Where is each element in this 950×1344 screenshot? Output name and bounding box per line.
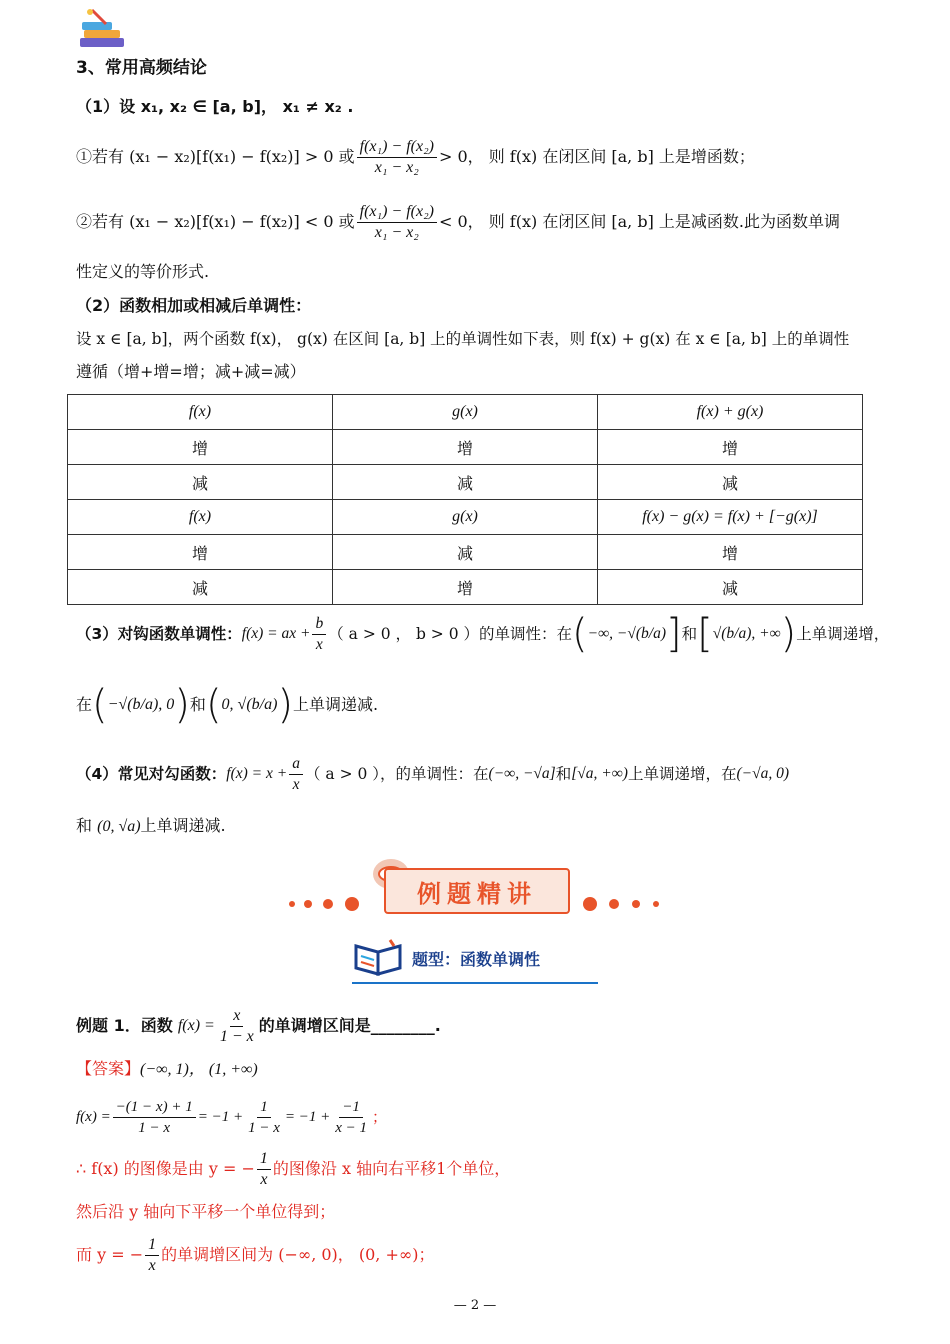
- banner-dots-right: [580, 895, 664, 913]
- section-title: 3、常用高频结论: [76, 58, 207, 78]
- table-cell: f(x) − g(x) = f(x) + [−g(x)]: [598, 500, 863, 535]
- table-cell: 减: [333, 465, 598, 500]
- logo-icon: [78, 8, 128, 50]
- p4-line1: （4）常见对勾函数： f(x) = x + $\frac{a}{x}$ （ a > 0 ），的单调性：在 (−∞, −√a] 和 [√a, +∞) 上单调递增，在 (−√a, 0): [76, 754, 790, 793]
- table-row: [68, 465, 863, 500]
- table-cell: 减: [333, 535, 598, 570]
- p3-line2: 在 ( −√(b/a), 0 ) 和 ( 0, √(b/a) ) 上单调递减.: [76, 682, 379, 728]
- table-cell: g(x): [333, 500, 598, 535]
- condition-2: ②若有 (x₁ − x₂)[f(x₁) − f(x₂)] < 0 或 $\frac{\text{f(x₁) − f(x₂)}}{\text{x₁ − x₂}}$ < 0， 则 f(x) 在闭区间 [a, b] 上是减函数.此为函数单调: [76, 202, 841, 241]
- table-row: [68, 570, 863, 605]
- answer-line-5: 而 y = − $\frac{1}{x}$ 的单调增区间为 (−∞, 0)， (0, +∞)；: [76, 1235, 435, 1274]
- example-1: 例题 1．函数 f(x) = $\frac{x}{1 - x}$ 的单调增区间是________.: [76, 1006, 441, 1045]
- table-cell: 增: [68, 535, 333, 570]
- monotonicity-table: [67, 394, 863, 605]
- p1-text: （1）设 x₁, x₂ ∈ [a, b]， x₁ ≠ x₂ .: [76, 97, 354, 116]
- page-number: — 2 —: [453, 1298, 497, 1313]
- table-cell: f(x): [68, 395, 333, 430]
- answer-line-3: ∴ f(x) 的图像是由 y = − $\frac{1}{x}$ 的图像沿 x 轴向右平移1个单位，: [76, 1149, 511, 1188]
- example-banner: 例题精讲: [384, 868, 570, 914]
- p2-title: （2）函数相加或相减后单调性：: [76, 296, 312, 315]
- table-row: [68, 395, 863, 430]
- p2-line2: 遵循（增+增=增；减+减=减）: [76, 362, 306, 381]
- table-row: [68, 535, 863, 570]
- answer-derivation: f(x) = $\frac{-(1 - x) + 1}{1 - x}$ = −1 + $\frac{1}{1 - x}$ = −1 + $\frac{-1}{x - 1}$ ；: [76, 1098, 388, 1136]
- table-cell: 增: [598, 535, 863, 570]
- table-cell: f(x) + g(x): [598, 395, 863, 430]
- topic-underline: [352, 982, 598, 984]
- table-cell: g(x): [333, 395, 598, 430]
- answer-line-4: 然后沿 y 轴向下平移一个单位得到；: [76, 1202, 336, 1221]
- table-cell: 增: [333, 430, 598, 465]
- table-cell: f(x): [68, 500, 333, 535]
- condition-2-cont: 性定义的等价形式.: [76, 262, 210, 281]
- topic-label: 题型：函数单调性: [412, 950, 541, 969]
- table-row: [68, 500, 863, 535]
- table-row: [68, 430, 863, 465]
- table-cell: 增: [598, 430, 863, 465]
- table-cell: 增: [333, 570, 598, 605]
- table-cell: 减: [68, 570, 333, 605]
- answer-line: 【答案】(−∞, 1)， (1, +∞): [76, 1059, 258, 1078]
- condition-1: ①若有 (x₁ − x₂)[f(x₁) − f(x₂)] > 0 或 $\frac{\text{f(x₁) − f(x₂)}}{\text{x₁ − x₂}}$ > 0， 则 f(x) 在闭区间 [a, b] 上是增函数；: [76, 137, 755, 176]
- table-cell: 减: [598, 465, 863, 500]
- book-icon: [352, 938, 406, 978]
- table-cell: 减: [68, 465, 333, 500]
- banner-dots-left: [286, 895, 366, 913]
- p4-line2: 和 (0, √a)上单调递减.: [76, 816, 226, 835]
- p2-line1: 设 x ∈ [a, b]，两个函数 f(x)， g(x) 在区间 [a, b] 上的单调性如下表，则 f(x) + g(x) 在 x ∈ [a, b] 上的单调性: [76, 330, 850, 348]
- table-cell: 减: [598, 570, 863, 605]
- table-cell: 增: [68, 430, 333, 465]
- p3-line1: （3）对钩函数单调性： f(x) = ax + $\frac{b}{x}$ （ a > 0 ， b > 0 ）的单调性：在 ( −∞, −√(b/a) ] 和 [ √(b/a), +∞ ) 上单调递增，: [76, 611, 890, 657]
